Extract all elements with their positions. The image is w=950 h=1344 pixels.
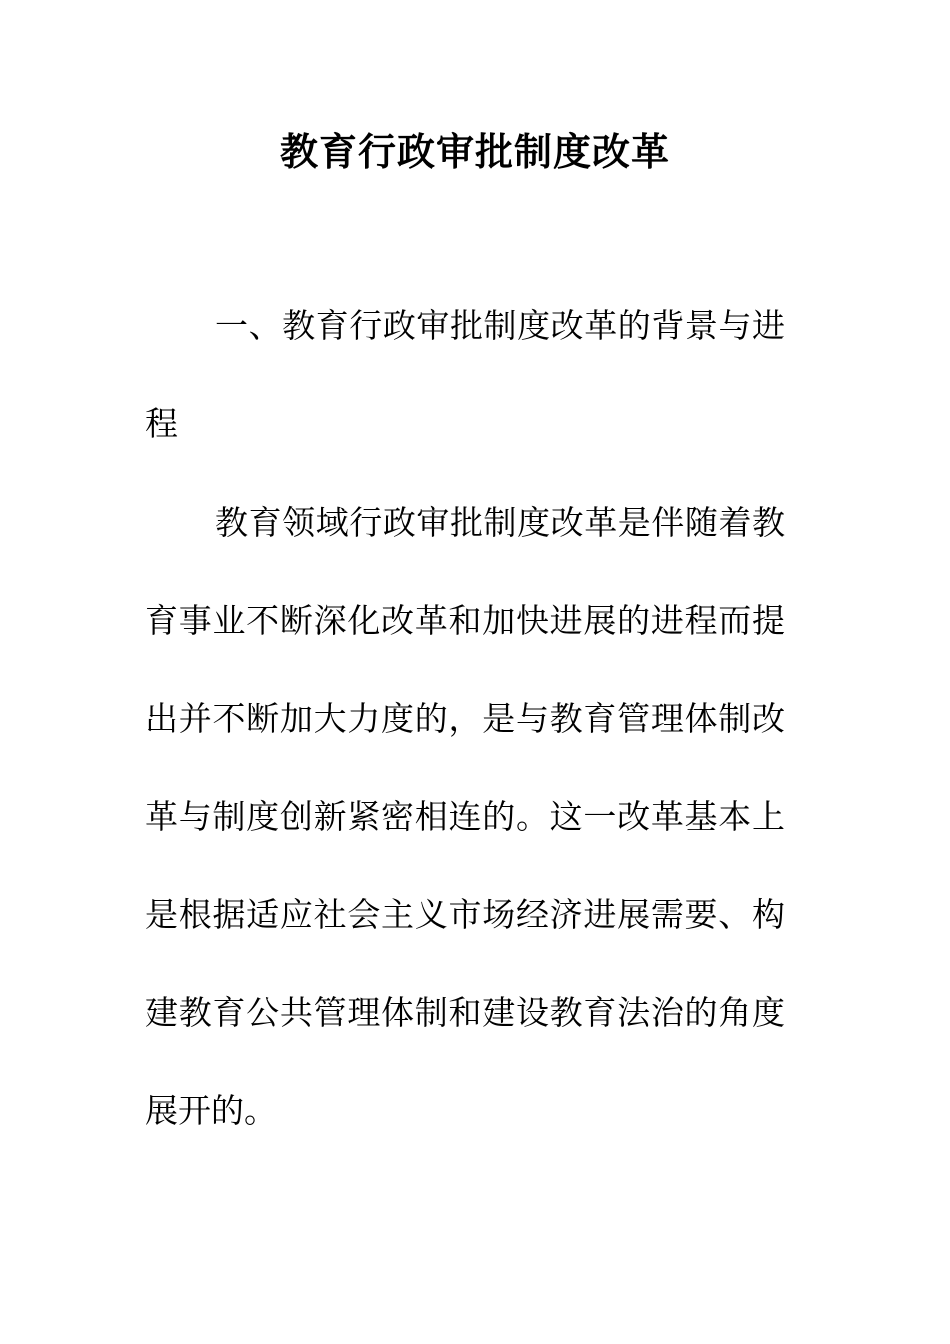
body-paragraph: 教育领域行政审批制度改革是伴随着教育事业不断深化改革和加快进展的进程而提出并不断加大力度的，是与教育管理体制改革与制度创新紧密相连的。这一改革基本上是根据适应社会主义市场经济进展需要、构建教育公共管理体制和建设教育法治的角度展开的。 bbox=[145, 503, 785, 1130]
section-heading: 一、教育行政审批制度改革的背景与进程 bbox=[145, 306, 785, 443]
document-title: 教育行政审批制度改革 bbox=[279, 130, 670, 174]
